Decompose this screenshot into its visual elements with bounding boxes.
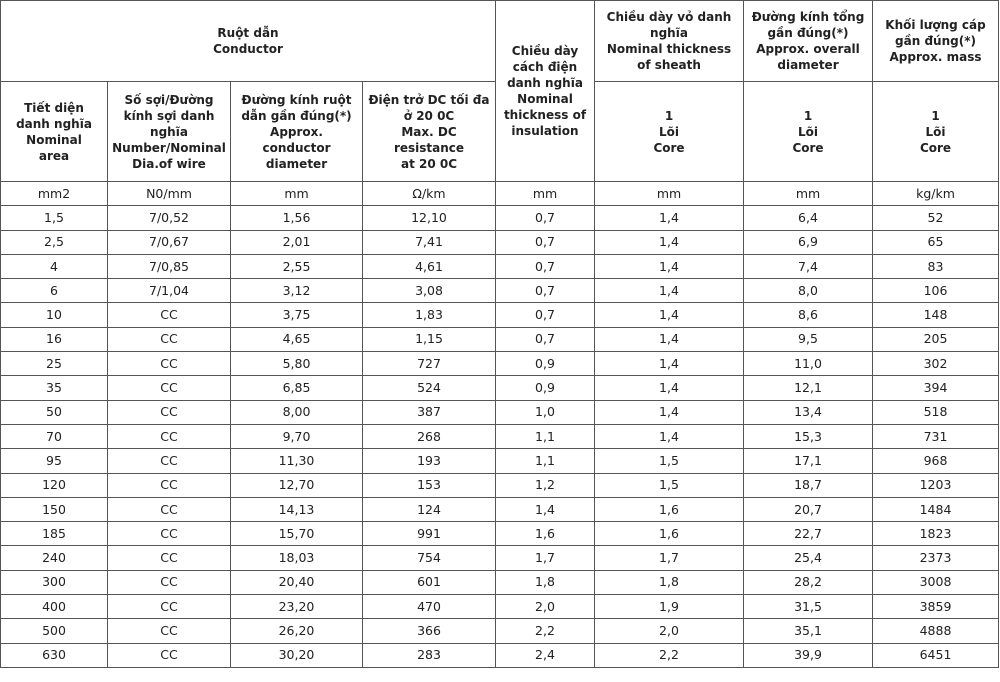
- table-cell: 727: [363, 352, 496, 376]
- unit-cell: mm2: [1, 182, 108, 206]
- table-cell: 0,9: [496, 352, 595, 376]
- table-row: [1, 449, 999, 473]
- table-cell: 7/0,67: [108, 230, 231, 254]
- table-cell: 20,40: [231, 570, 363, 594]
- table-cell: 8,00: [231, 400, 363, 424]
- table-cell: 4888: [873, 619, 999, 643]
- table-cell: 1,2: [496, 473, 595, 497]
- table-cell: 1,4: [595, 376, 744, 400]
- unit-cell: mm: [595, 182, 744, 206]
- table-cell: CC: [108, 546, 231, 570]
- table-cell: CC: [108, 376, 231, 400]
- table-cell: 1,4: [595, 400, 744, 424]
- table-row: [1, 497, 999, 521]
- table-cell: 120: [1, 473, 108, 497]
- table-cell: 13,4: [744, 400, 873, 424]
- table-cell: 400: [1, 595, 108, 619]
- table-cell: 17,1: [744, 449, 873, 473]
- table-cell: 387: [363, 400, 496, 424]
- table-cell: 2,5: [1, 230, 108, 254]
- table-cell: 52: [873, 206, 999, 230]
- table-row: [1, 254, 999, 278]
- table-cell: CC: [108, 497, 231, 521]
- unit-cell: mm: [496, 182, 595, 206]
- table-row: [1, 546, 999, 570]
- table-cell: 1203: [873, 473, 999, 497]
- table-cell: 1,4: [595, 230, 744, 254]
- table-cell: 394: [873, 376, 999, 400]
- table-cell: 6,85: [231, 376, 363, 400]
- table-cell: 11,30: [231, 449, 363, 473]
- area-header: Tiết diện danh nghĩa Nominal area: [1, 82, 108, 182]
- table-cell: 7,4: [744, 254, 873, 278]
- table-cell: 9,5: [744, 327, 873, 351]
- unit-cell: N0/mm: [108, 182, 231, 206]
- table-cell: 10: [1, 303, 108, 327]
- table-row: [1, 473, 999, 497]
- table-row: [1, 643, 999, 667]
- table-cell: 0,9: [496, 376, 595, 400]
- table-row: [1, 619, 999, 643]
- table-row: [1, 303, 999, 327]
- table-row: [1, 400, 999, 424]
- table-cell: 50: [1, 400, 108, 424]
- table-cell: 0,7: [496, 206, 595, 230]
- table-cell: 0,7: [496, 327, 595, 351]
- table-cell: 23,20: [231, 595, 363, 619]
- table-row: [1, 279, 999, 303]
- table-cell: 18,03: [231, 546, 363, 570]
- table-cell: 12,70: [231, 473, 363, 497]
- table-cell: 0,7: [496, 303, 595, 327]
- table-cell: 83: [873, 254, 999, 278]
- table-row: [1, 522, 999, 546]
- table-cell: 2,0: [496, 595, 595, 619]
- table-cell: 366: [363, 619, 496, 643]
- table-cell: 0,7: [496, 230, 595, 254]
- table-cell: 185: [1, 522, 108, 546]
- table-cell: 1,56: [231, 206, 363, 230]
- table-cell: CC: [108, 619, 231, 643]
- table-cell: 731: [873, 424, 999, 448]
- table-cell: 1,1: [496, 424, 595, 448]
- table-cell: 39,9: [744, 643, 873, 667]
- table-cell: 2,0: [595, 619, 744, 643]
- table-cell: 3859: [873, 595, 999, 619]
- table-cell: 991: [363, 522, 496, 546]
- table-cell: 3,75: [231, 303, 363, 327]
- table-row: [1, 327, 999, 351]
- mass-header: Khối lượng cáp gần đúng(*) Approx. mass: [873, 1, 999, 82]
- table-cell: 1,8: [595, 570, 744, 594]
- table-cell: 124: [363, 497, 496, 521]
- table-row: [1, 230, 999, 254]
- table-cell: 148: [873, 303, 999, 327]
- table-cell: 15,3: [744, 424, 873, 448]
- table-cell: 205: [873, 327, 999, 351]
- unit-cell: mm: [231, 182, 363, 206]
- table-cell: CC: [108, 473, 231, 497]
- table-cell: 14,13: [231, 497, 363, 521]
- table-cell: 4,61: [363, 254, 496, 278]
- table-cell: 4,65: [231, 327, 363, 351]
- table-cell: 8,0: [744, 279, 873, 303]
- table-cell: 4: [1, 254, 108, 278]
- table-cell: 0,7: [496, 254, 595, 278]
- table-cell: 518: [873, 400, 999, 424]
- table-cell: 1,4: [595, 254, 744, 278]
- table-cell: 65: [873, 230, 999, 254]
- table-cell: 1,5: [595, 449, 744, 473]
- unit-cell: kg/km: [873, 182, 999, 206]
- table-cell: 31,5: [744, 595, 873, 619]
- table-cell: 22,7: [744, 522, 873, 546]
- conductor-group-header: Ruột dẫn Conductor: [1, 1, 496, 82]
- table-row: [1, 352, 999, 376]
- header-row-top: [1, 1, 999, 82]
- table-cell: 500: [1, 619, 108, 643]
- table-cell: 300: [1, 570, 108, 594]
- table-cell: 1,7: [595, 546, 744, 570]
- table-cell: 6,9: [744, 230, 873, 254]
- table-cell: 1,4: [595, 327, 744, 351]
- wire-header: Số sợi/Đường kính sợi danh nghĩa Number/Nominal Dia.of wire: [108, 82, 231, 182]
- table-cell: 2,2: [496, 619, 595, 643]
- table-cell: CC: [108, 595, 231, 619]
- table-cell: 2,55: [231, 254, 363, 278]
- table-cell: CC: [108, 327, 231, 351]
- table-cell: CC: [108, 449, 231, 473]
- table-cell: 12,10: [363, 206, 496, 230]
- table-cell: CC: [108, 522, 231, 546]
- table-cell: 3,12: [231, 279, 363, 303]
- table-cell: 2373: [873, 546, 999, 570]
- table-cell: 1,5: [1, 206, 108, 230]
- table-cell: CC: [108, 400, 231, 424]
- table-cell: 1,6: [595, 497, 744, 521]
- mass-core-header: 1 Lõi Core: [873, 82, 999, 182]
- table-row: [1, 570, 999, 594]
- table-cell: 25: [1, 352, 108, 376]
- table-cell: 26,20: [231, 619, 363, 643]
- table-cell: 1,6: [595, 522, 744, 546]
- table-cell: 15,70: [231, 522, 363, 546]
- table-cell: 28,2: [744, 570, 873, 594]
- table-cell: 630: [1, 643, 108, 667]
- table-cell: 35,1: [744, 619, 873, 643]
- units-row: [1, 182, 999, 206]
- conductor-diameter-header: Đường kính ruột dẫn gần đúng(*) Approx. conductor diameter: [231, 82, 363, 182]
- resistance-header: Điện trở DC tối đa ở 20 0C Max. DC resistance at 20 0C: [363, 82, 496, 182]
- table-cell: 1,4: [595, 279, 744, 303]
- table-row: [1, 595, 999, 619]
- table-body: [1, 182, 999, 668]
- table-cell: 30,20: [231, 643, 363, 667]
- table-cell: 2,4: [496, 643, 595, 667]
- table-cell: 1,6: [496, 522, 595, 546]
- table-cell: 1,4: [595, 303, 744, 327]
- table-cell: 1823: [873, 522, 999, 546]
- table-cell: 1,1: [496, 449, 595, 473]
- insulation-header: Chiều dày cách điện danh nghĩa Nominal thickness of insulation: [496, 1, 595, 182]
- table-cell: 95: [1, 449, 108, 473]
- table-cell: 1,7: [496, 546, 595, 570]
- table-cell: CC: [108, 424, 231, 448]
- table-cell: 7,41: [363, 230, 496, 254]
- table-cell: 968: [873, 449, 999, 473]
- table-cell: 106: [873, 279, 999, 303]
- table-cell: 35: [1, 376, 108, 400]
- table-cell: 11,0: [744, 352, 873, 376]
- table-cell: 1,4: [595, 206, 744, 230]
- table-cell: 150: [1, 497, 108, 521]
- table-cell: 7/0,52: [108, 206, 231, 230]
- table-cell: 16: [1, 327, 108, 351]
- table-cell: 268: [363, 424, 496, 448]
- table-row: [1, 376, 999, 400]
- sheath-core-header: 1 Lõi Core: [595, 82, 744, 182]
- table-cell: 1,4: [496, 497, 595, 521]
- diameter-core-header: 1 Lõi Core: [744, 82, 873, 182]
- table-cell: 302: [873, 352, 999, 376]
- sheath-header: Chiều dày vỏ danh nghĩa Nominal thickness of sheath: [595, 1, 744, 82]
- table-cell: 2,01: [231, 230, 363, 254]
- table-cell: 6,4: [744, 206, 873, 230]
- table-cell: 283: [363, 643, 496, 667]
- table-cell: CC: [108, 643, 231, 667]
- table-cell: CC: [108, 570, 231, 594]
- table-cell: 6: [1, 279, 108, 303]
- table-cell: 470: [363, 595, 496, 619]
- table-cell: 1,15: [363, 327, 496, 351]
- table-cell: 754: [363, 546, 496, 570]
- table-cell: 70: [1, 424, 108, 448]
- overall-diameter-header: Đường kính tổng gần đúng(*) Approx. overall diameter: [744, 1, 873, 82]
- table-cell: 1,0: [496, 400, 595, 424]
- table-cell: 1484: [873, 497, 999, 521]
- table-cell: 2,2: [595, 643, 744, 667]
- table-cell: 240: [1, 546, 108, 570]
- table-cell: 12,1: [744, 376, 873, 400]
- table-cell: 8,6: [744, 303, 873, 327]
- table-cell: 7/0,85: [108, 254, 231, 278]
- table-cell: 18,7: [744, 473, 873, 497]
- table-cell: 1,9: [595, 595, 744, 619]
- table-cell: 6451: [873, 643, 999, 667]
- table-cell: 524: [363, 376, 496, 400]
- unit-cell: Ω/km: [363, 182, 496, 206]
- table-cell: 1,83: [363, 303, 496, 327]
- table-row: [1, 424, 999, 448]
- table-cell: 601: [363, 570, 496, 594]
- table-cell: CC: [108, 303, 231, 327]
- table-cell: 0,7: [496, 279, 595, 303]
- table-row: [1, 206, 999, 230]
- table-cell: CC: [108, 352, 231, 376]
- table-cell: 1,8: [496, 570, 595, 594]
- table-cell: 7/1,04: [108, 279, 231, 303]
- unit-cell: mm: [744, 182, 873, 206]
- table-cell: 1,4: [595, 352, 744, 376]
- table-cell: 25,4: [744, 546, 873, 570]
- table-cell: 193: [363, 449, 496, 473]
- table-cell: 1,4: [595, 424, 744, 448]
- table-cell: 153: [363, 473, 496, 497]
- table-cell: 9,70: [231, 424, 363, 448]
- table-cell: 3008: [873, 570, 999, 594]
- table-cell: 20,7: [744, 497, 873, 521]
- table-cell: 1,5: [595, 473, 744, 497]
- table-cell: 3,08: [363, 279, 496, 303]
- table-cell: 5,80: [231, 352, 363, 376]
